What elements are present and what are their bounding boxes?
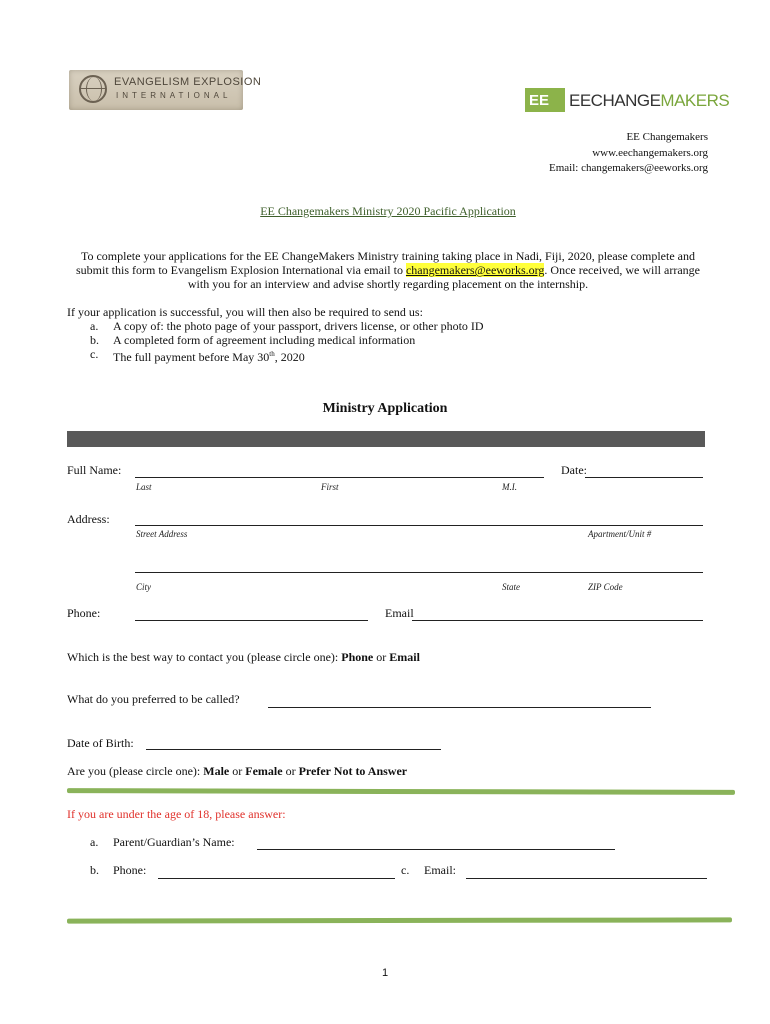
sub-last: Last — [136, 482, 152, 492]
req-marker-c: c. — [90, 347, 99, 361]
sub-first: First — [321, 482, 339, 492]
section-title: Ministry Application — [322, 401, 448, 416]
contact-org: EE Changemakers — [626, 131, 708, 143]
city-state-zip-field[interactable] — [135, 572, 703, 573]
intro-line1: To complete your applications for the EE ChangeMakers Ministry training taking place in Nadi, Fiji, 2020, please complete and — [80, 249, 695, 263]
email-field[interactable] — [412, 620, 703, 621]
contact-website: www.eechangemakers.org — [592, 147, 708, 159]
green-divider-bottom — [67, 917, 732, 923]
gender-question: Are you (please circle one): Male or Female or Prefer Not to Answer — [67, 764, 408, 778]
option-female[interactable]: Female — [245, 764, 283, 778]
date-field[interactable] — [585, 477, 703, 478]
evangelism-explosion-logo — [69, 70, 262, 110]
section-divider-bar — [67, 431, 705, 447]
sub-apartment: Apartment/Unit # — [588, 529, 652, 539]
intro-line3: with you for an interview and advise shortly regarding placement on the internship. — [187, 277, 589, 291]
minor-marker-b: b. — [90, 863, 99, 877]
street-address-field[interactable] — [135, 525, 703, 526]
ee-mark-icon: EE — [525, 88, 565, 112]
req-item-b: A completed form of agreement including medical information — [113, 333, 416, 347]
minor-marker-a: a. — [90, 835, 99, 849]
preferred-name-question: What do you preferred to be called? — [67, 692, 240, 706]
guardian-email-label: Email: — [424, 863, 456, 877]
guardian-email-field[interactable] — [466, 878, 707, 879]
email-link[interactable]: changemakers@eeworks.org — [405, 263, 545, 277]
logo-text-line1: EVANGELISM EXPLOSION — [114, 76, 262, 88]
page-number: 1 — [381, 967, 389, 979]
dob-label: Date of Birth: — [67, 736, 134, 750]
logo-text-line2: INTERNATIONAL — [116, 91, 232, 100]
full-name-label: Full Name: — [67, 463, 122, 477]
req-item-c: The full payment before May 30th, 2020 — [113, 350, 305, 364]
req-marker-a: a. — [90, 319, 99, 333]
guardian-name-field[interactable] — [257, 849, 615, 850]
contact-preference-question: Which is the best way to contact you (please circle one): Phone or Email — [67, 650, 420, 664]
globe-icon — [79, 75, 107, 103]
option-male[interactable]: Male — [203, 764, 230, 778]
guardian-name-label: Parent/Guardian’s Name: — [113, 835, 235, 849]
address-label: Address: — [67, 512, 110, 526]
requirements-lead: If your application is successful, you will then also be required to send us: — [67, 305, 423, 319]
preferred-name-field[interactable] — [268, 707, 651, 708]
minor-heading: If you are under the age of 18, please answer: — [67, 807, 286, 821]
logo-wordmark: EECHANGEMAKERS — [569, 91, 730, 110]
dob-field[interactable] — [146, 749, 441, 750]
email-label: Email — [385, 606, 414, 620]
guardian-phone-field[interactable] — [158, 878, 395, 879]
contact-email: Email: changemakers@eeworks.org — [549, 162, 708, 174]
option-phone[interactable]: Phone — [341, 650, 374, 664]
option-email[interactable]: Email — [389, 650, 420, 664]
green-divider-top — [67, 788, 735, 795]
sub-mi: M.I. — [502, 482, 517, 492]
sub-state: State — [502, 582, 520, 592]
phone-field[interactable] — [135, 620, 368, 621]
req-item-a: A copy of: the photo page of your passport, drivers license, or other photo ID — [113, 319, 484, 333]
sub-street: Street Address — [136, 529, 188, 539]
option-prefer-not[interactable]: Prefer Not to Answer — [298, 764, 408, 778]
guardian-phone-label: Phone: — [113, 863, 147, 877]
eechangemakers-logo — [525, 88, 730, 114]
req-marker-b: b. — [90, 333, 99, 347]
full-name-field[interactable] — [135, 477, 544, 478]
sub-zip: ZIP Code — [588, 582, 623, 592]
sub-city: City — [136, 582, 151, 592]
phone-label: Phone: — [67, 606, 101, 620]
minor-marker-c: c. — [401, 863, 410, 877]
date-label: Date: — [561, 463, 587, 477]
document-title: EE Changemakers Ministry 2020 Pacific Application — [260, 204, 516, 218]
intro-line2: submit this form to Evangelism Explosion International via email to changemakers@eeworks.org. Once received, we will arrange — [76, 263, 700, 277]
